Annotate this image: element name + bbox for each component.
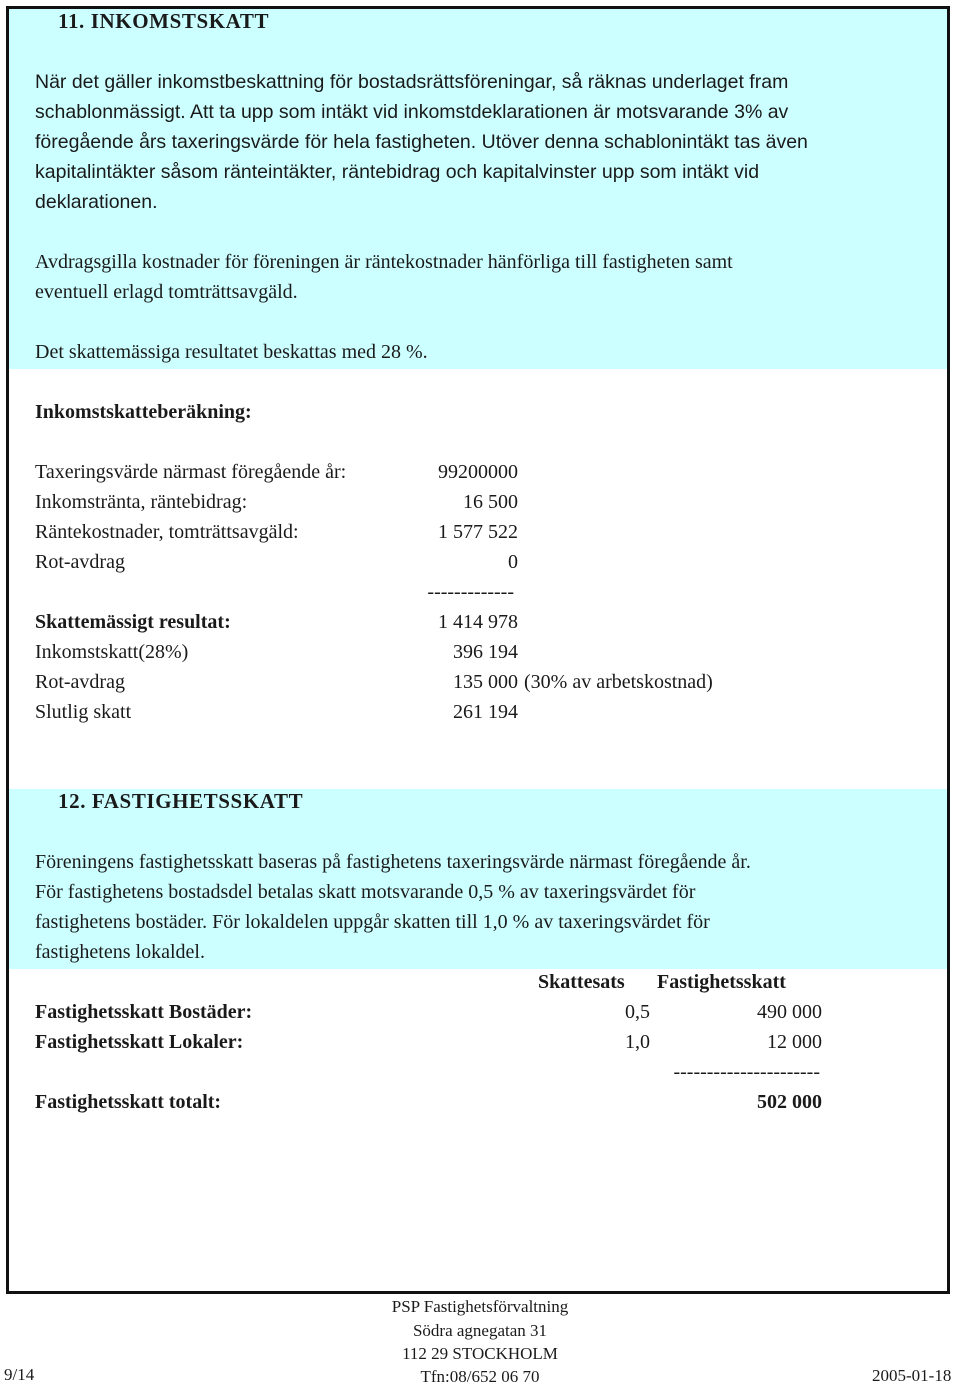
para1-line1: När det gäller inkomstbeskattning för bostadsrättsföreningar, så räknas underlaget fram [35, 71, 789, 93]
tax-row-label: Slutlig skatt [35, 701, 132, 723]
document-date: 2005-01-18 [872, 1366, 952, 1385]
tax-table-divider: ---------------------- [673, 1061, 820, 1083]
footer-phone: Tfn:08/652 06 70 [420, 1367, 540, 1386]
calc-row-label: Taxeringsvärde närmast föregående år: [35, 461, 347, 483]
calc-row-label: Räntekostnader, tomträttsavgäld: [35, 521, 299, 543]
tax-table-rate: 0,5 [625, 1001, 650, 1023]
para1-line4: kapitalintäkter såsom ränteintäkter, räntebidrag och kapitalvinster upp som intäkt vid [35, 161, 760, 183]
s12-para-line1: Föreningens fastighetsskatt baseras på fastighetens taxeringsvärde närmast föregående år. [35, 851, 751, 873]
col-header-rate: Skattesats [538, 971, 625, 993]
calc-row-value: 99200000 [438, 461, 518, 483]
para1-line2: schablonmässigt. Att ta upp som intäkt vid inkomstdeklarationen är motsvarande 3% av [35, 101, 789, 123]
calc-row-label: Rot-avdrag [35, 551, 125, 573]
tax-row-note: (30% av arbetskostnad) [524, 671, 713, 693]
s12-para-line3: fastighetens bostäder. För lokaldelen uppgår skatten till 1,0 % av taxeringsvärdet för [35, 911, 710, 933]
section-11-heading: 11. INKOMSTSKATT [58, 9, 270, 33]
para2-line1: Avdragsgilla kostnader för föreningen är räntekostnader hänförliga till fastigheten samt [35, 251, 733, 273]
calc-divider: ------------- [427, 581, 514, 603]
calc-row-value: 1 577 522 [438, 521, 518, 543]
s12-para-line2: För fastighetens bostadsdel betalas skatt motsvarande 0,5 % av taxeringsvärdet för [35, 881, 696, 903]
footer-city: 112 29 STOCKHOLM [402, 1344, 558, 1363]
tax-table-rate: 1,0 [625, 1031, 650, 1053]
tax-row-label: Rot-avdrag [35, 671, 125, 693]
tax-total-label: Fastighetsskatt totalt: [35, 1091, 222, 1113]
tax-table-label: Fastighetsskatt Lokaler: [35, 1031, 244, 1053]
tax-row-label: Inkomstskatt(28%) [35, 641, 189, 663]
tax-row-value: 261 194 [453, 701, 518, 723]
page-number: 9/14 [4, 1365, 35, 1384]
tax-table-amount: 490 000 [757, 1001, 822, 1023]
section-12-heading: 12. FASTIGHETSSKATT [58, 789, 304, 813]
para3: Det skattemässiga resultatet beskattas med 28 %. [35, 341, 428, 363]
calc-title: Inkomstskatteberäkning: [35, 401, 252, 423]
tax-row-value: 396 194 [453, 641, 518, 663]
result-label: Skattemässigt resultat: [35, 611, 231, 633]
tax-table-label: Fastighetsskatt Bostäder: [35, 1001, 253, 1023]
para2-line2: eventuell erlagd tomträttsavgäld. [35, 281, 298, 303]
s12-para-line4: fastighetens lokaldel. [35, 941, 205, 963]
footer-street: Södra agnegatan 31 [412, 1321, 548, 1340]
calc-row-value: 16 500 [463, 491, 518, 513]
footer-company: PSP Fastighetsförvaltning [391, 1297, 569, 1316]
col-header-tax: Fastighetsskatt [657, 971, 786, 993]
para1-line5: deklarationen. [35, 191, 158, 213]
result-value: 1 414 978 [438, 611, 518, 633]
tax-table-amount: 12 000 [767, 1031, 822, 1053]
calc-row-value: 0 [508, 551, 518, 573]
calc-row-label: Inkomstränta, räntebidrag: [35, 491, 248, 513]
tax-row-value: 135 000 [453, 671, 518, 693]
tax-total-value: 502 000 [757, 1091, 822, 1113]
para1-line3: föregående års taxeringsvärde för hela fastigheten. Utöver denna schablonintäkt tas även [35, 131, 808, 153]
